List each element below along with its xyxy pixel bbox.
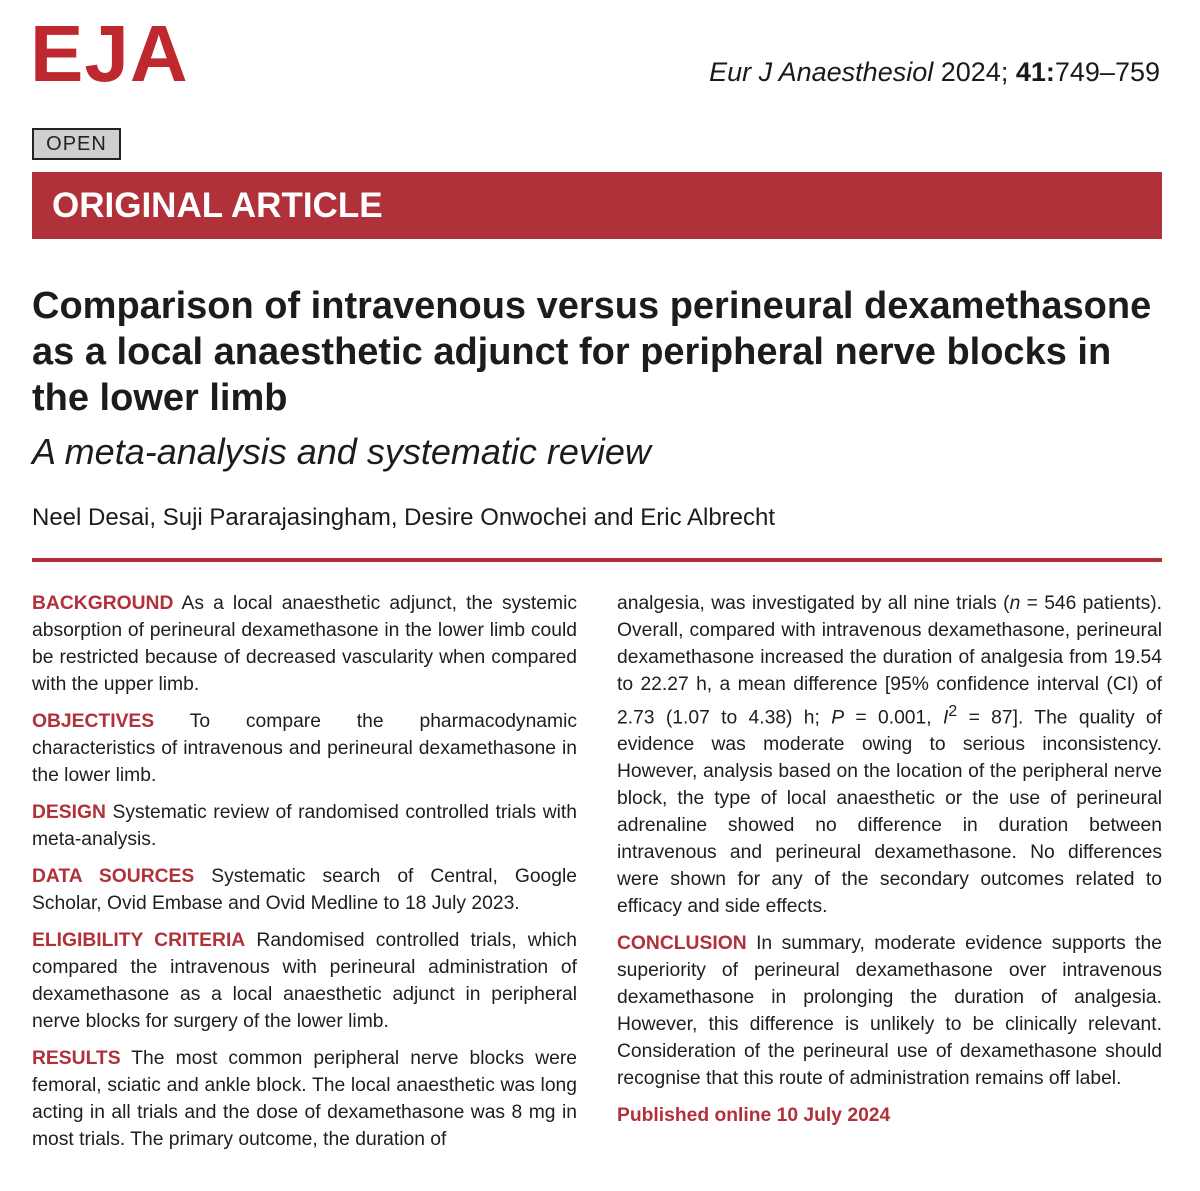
results-text-start: The most common peripheral nerve blocks were femoral, sciatic and ankle block. The local anaesthetic was long acting in all trials and the dose of dexamethasone was 8 mg in most trials. The primary outcome, the duration of [32, 1048, 577, 1150]
results-i-symbol: I [942, 707, 949, 729]
results-label: RESULTS [32, 1048, 121, 1069]
abstract-data-sources [32, 863, 577, 917]
design-label: DESIGN [32, 802, 106, 823]
design-text: Systematic review of randomised controlled trials with meta-analysis. [32, 802, 578, 850]
results-text-b3: = 0.001, [844, 707, 943, 729]
author-list: Neel Desai, Suji Pararajasingham, Desire Onwochei and Eric Albrecht [32, 504, 776, 531]
results-p-symbol: P [831, 707, 845, 729]
citation-pages: 749–759 [1054, 57, 1160, 87]
eligibility-label: ELIGIBILITY CRITERIA [32, 930, 246, 951]
eligibility-text: Randomised controlled trials, which compared the intravenous with perineural administration of dexamethasone as a local anaesthetic adjunct in peripheral nerve blocks for surgery of the lower limb. [32, 930, 577, 1032]
data-sources-text: Systematic search of Central, Google Scholar, Ovid Embase and Ovid Medline to 18 July 2023. [32, 866, 578, 914]
background-label: BACKGROUND [32, 593, 174, 614]
background-text: As a local anaesthetic adjunct, the systemic absorption of perineural dexamethasone in the lower limb could be restricted because of decreased vascularity when compared with the upper limb. [32, 593, 577, 695]
abstract-results-start [32, 1045, 577, 1153]
results-text-b4: = 87]. The quality of evidence was moderate owing to serious inconsistency. However, analysis based on the location of the peripheral nerve block, the type of local anaesthetic or the use of perineural adrenaline showed no difference in duration between intravenous and perineural dexamethasone. No differences were shown for any of the secondary outcomes related to efficacy and side effects. [617, 707, 1162, 918]
results-text-b1: analgesia, was investigated by all nine trials ( [617, 593, 1010, 614]
abstract-design [32, 799, 577, 853]
abstract-left-column [32, 590, 577, 1153]
abstract-right-column [617, 590, 1162, 1139]
journal-name: Eur J Anaesthesiol [709, 57, 934, 87]
results-text-b2: = 546 patients). Overall, compared with intravenous dexamethasone, perineural dexamethasone increased the duration of analgesia from 19.54 to 22.27 h, a mean difference [95% confidence interval (CI) of 2.73 (1.07 to 4.38) h; [617, 593, 1162, 729]
abstract-objectives [32, 708, 577, 789]
citation [709, 56, 1160, 88]
article-subtitle: A meta-analysis and systematic review [32, 431, 651, 472]
abstract-background [32, 590, 577, 698]
section-divider [32, 558, 1162, 562]
article-title: Comparison of intravenous versus perineural dexamethasone as a local anaesthetic adjunct for peripheral nerve blocks in the lower limb [32, 285, 1152, 419]
abstract-results-continued [617, 590, 1162, 920]
open-access-badge: OPEN [32, 128, 121, 160]
data-sources-label: DATA SOURCES [32, 866, 195, 887]
abstract-conclusion [617, 930, 1162, 1092]
article-type-banner: ORIGINAL ARTICLE [32, 172, 1162, 239]
citation-year: 2024; [940, 57, 1009, 87]
published-date: Published online 10 July 2024 [617, 1105, 891, 1127]
conclusion-text: In summary, moderate evidence supports the superiority of perineural dexamethasone over intravenous dexamethasone in prolonging the duration of analgesia. However, this difference is unlikely to be clinically relevant. Consideration of the perineural use of dexamethasone should recognise that this route of administration remains off label. [617, 933, 1162, 1090]
results-n-symbol: n [1009, 593, 1021, 614]
citation-volume: 41: [1015, 57, 1055, 87]
conclusion-label: CONCLUSION [617, 933, 747, 955]
objectives-label: OBJECTIVES [32, 711, 155, 732]
results-i-superscript: 2 [948, 702, 958, 720]
abstract-eligibility [32, 927, 577, 1035]
journal-logo: EJA [30, 9, 189, 98]
objectives-text: To compare the pharmacodynamic characteristics of intravenous and perineural dexamethasone in the lower limb. [32, 711, 578, 786]
